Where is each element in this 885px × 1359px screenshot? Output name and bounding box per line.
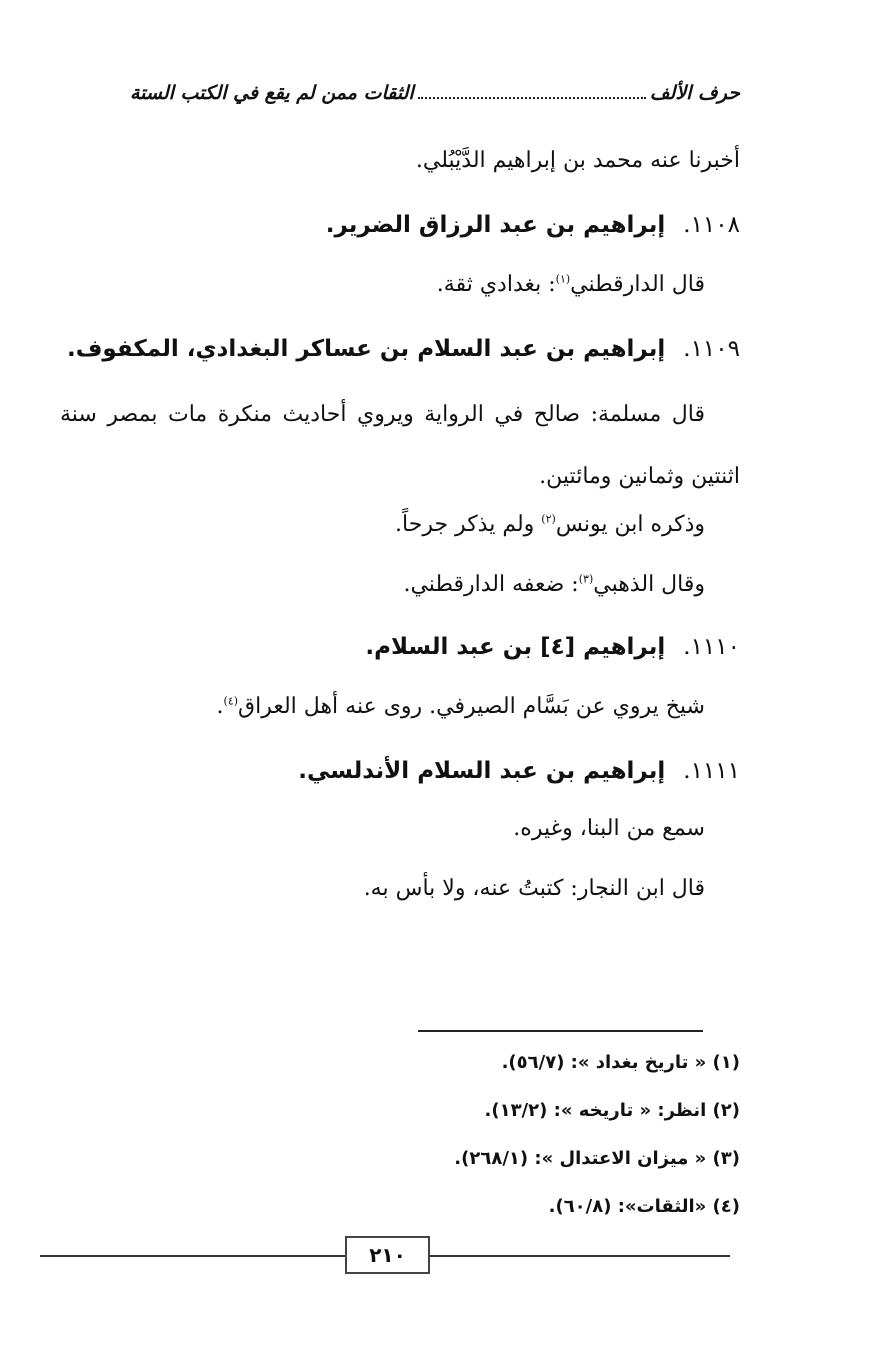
- text-fragment: وذكره ابن يونس: [555, 512, 705, 537]
- footnote-1: (١) « تاريخ بغداد »: (٥٦/٧).: [501, 1052, 740, 1073]
- text-fragment: : بغدادي ثقة.: [436, 272, 556, 297]
- text-fragment: شيخ يروي عن بَسَّام الصيرفي. روى عنه أهل العراق: [238, 694, 705, 719]
- footnote-ref: (٣): [578, 572, 594, 586]
- page-number: ٢١٠: [345, 1236, 430, 1274]
- header-book-title: الثقات ممن لم يقع في الكتب الستة: [130, 82, 414, 104]
- text-line: سمع من البنا، وغيره.: [513, 816, 705, 841]
- entry-name: إبراهيم بن عبد السلام بن عساكر البغدادي، المكفوف.: [66, 336, 666, 362]
- entry-number: ١١١١.: [683, 758, 740, 784]
- footnote-ref: (٢): [541, 512, 556, 526]
- paragraph: قال مسلمة: صالح في الرواية ويروي أحاديث منكرة مات بمصر سنة اثنتين وثمانين ومائتين.: [60, 402, 740, 489]
- footnote-ref: (١): [555, 272, 571, 286]
- entry-1109: [67, 336, 740, 364]
- running-header: [130, 82, 740, 105]
- footnote-4: (٤) «الثقات»: (٦٠/٨).: [548, 1196, 740, 1217]
- entry-name: إبراهيم بن عبد الرزاق الضرير.: [325, 212, 666, 238]
- text-fragment: .: [216, 694, 224, 719]
- entry-1108: [326, 212, 740, 240]
- entry-number: ١١١٠.: [683, 634, 740, 660]
- footnote-separator: [418, 1030, 703, 1032]
- footnote-2: (٢) انظر: « تاريخه »: (١٣/٢).: [484, 1100, 740, 1121]
- text-fragment: وقال الذهبي: [593, 572, 705, 597]
- text-line: [395, 512, 705, 538]
- text-fragment: : ضعفه الدارقطني.: [403, 572, 579, 597]
- entry-name: إبراهيم [٤] بن عبد السلام.: [365, 634, 666, 660]
- text-fragment: ولم يذكر جرحاً.: [395, 512, 542, 537]
- header-section-title: حرف الألف: [649, 82, 740, 104]
- entry-number: ١١٠٨.: [683, 212, 740, 238]
- entry-name: إبراهيم بن عبد السلام الأندلسي.: [298, 758, 666, 784]
- text-line: [217, 694, 705, 720]
- text-fragment: قال الدارقطني: [570, 272, 705, 297]
- text-line: قال ابن النجار: كتبتُ عنه، ولا بأس به.: [363, 876, 705, 901]
- header-dot-leader: [418, 96, 646, 99]
- text-line: [403, 572, 705, 598]
- text-line: أخبرنا عنه محمد بن إبراهيم الدَّيْبُلي.: [415, 148, 740, 173]
- entry-1111: [298, 758, 740, 786]
- entry-number: ١١٠٩.: [683, 336, 740, 362]
- entry-1110: [365, 634, 740, 662]
- text-line: [437, 272, 705, 298]
- footnote-ref: (٤): [223, 694, 239, 708]
- footnote-3: (٣) « ميزان الاعتدال »: (٢٦٨/١).: [454, 1148, 740, 1169]
